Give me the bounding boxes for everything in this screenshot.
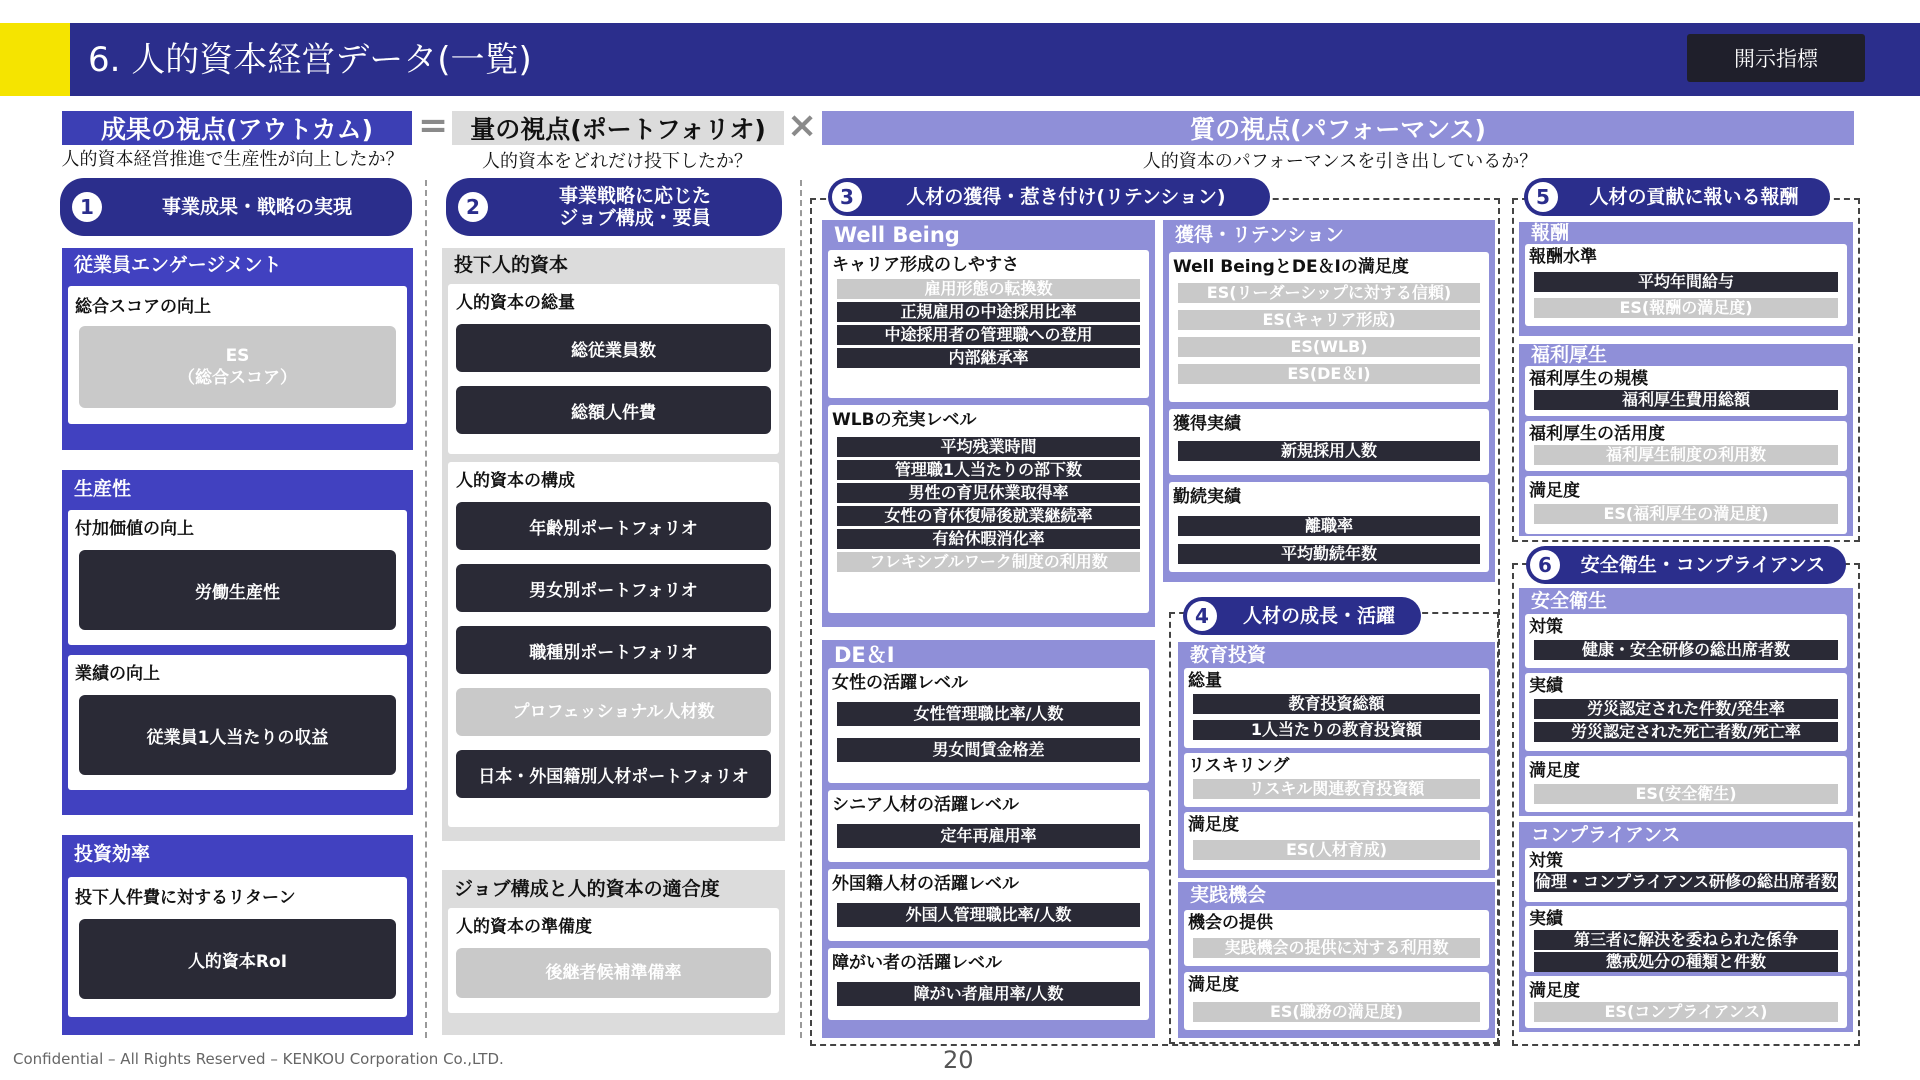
metric-bar: 平均勤続年数 <box>1178 544 1480 564</box>
section-number: 6 <box>1530 550 1560 580</box>
reward-panel <box>1519 222 1853 336</box>
card-label: Well BeingとDE＆Iの満足度 <box>1173 257 1409 277</box>
section-1-pill <box>60 178 412 236</box>
metric-bar: ES(人材育成) <box>1193 840 1480 860</box>
acquisition-panel <box>1163 220 1495 582</box>
panel-header: DE＆I <box>834 643 895 667</box>
section-3-pill <box>828 178 1270 216</box>
card-label: 福利厚生の活用度 <box>1529 424 1665 444</box>
accent-bar <box>0 23 70 96</box>
metric-bar: 平均年間給与 <box>1534 272 1838 292</box>
metric-bar: ES(DE＆I) <box>1178 364 1480 384</box>
card-label: 満足度 <box>1529 981 1580 1001</box>
card-label: 勤続実績 <box>1173 487 1241 507</box>
metric-bar: ES(安全衛生) <box>1534 784 1838 804</box>
education-panel <box>1178 642 1495 878</box>
panel-header: 投下人的資本 <box>454 254 569 276</box>
wellbeing-panel <box>822 220 1155 627</box>
panel-header: ジョブ構成と人的資本の適合度 <box>454 878 720 900</box>
metric-bar: 男女間賃金格差 <box>837 738 1140 762</box>
card-label: 対策 <box>1529 617 1563 637</box>
metric-box: 日本・外国籍別人材ポートフォリオ <box>456 750 771 798</box>
title-line: 事業戦略に応じた <box>558 185 711 207</box>
quality-header: 質の視点(パフォーマンス) <box>822 111 1854 145</box>
card-label: 報酬水準 <box>1529 247 1597 267</box>
section-title: 安全衛生・コンプライアンス <box>1580 554 1826 576</box>
card-label: キャリア形成のしやすさ <box>832 255 1019 275</box>
metric-box: プロフェッショナル人材数 <box>456 688 771 736</box>
panel-header: 獲得・リテンション <box>1175 224 1344 246</box>
metric-bar: 女性の育休復帰後就業継続率 <box>837 506 1140 526</box>
outcome-question: 人的資本経営推進で生産性が向上したか？ <box>61 149 404 170</box>
metric-bar: ES(福利厚生の満足度) <box>1534 504 1838 524</box>
metric-box: 男女別ポートフォリオ <box>456 564 771 612</box>
confidential-notice: Confidential – All Rights Reserved – KENKOU Corporation Co.,LTD. <box>13 1050 504 1068</box>
card-label: 業績の向上 <box>75 664 160 684</box>
metric-bar: 福利厚生制度の利用数 <box>1534 445 1838 465</box>
metric-bar: 懲戒処分の種類と件数 <box>1534 952 1838 972</box>
card-label: 外国籍人材の活躍レベル <box>832 874 1019 894</box>
quantity-header: 量の視点(ポートフォリオ) <box>452 111 784 145</box>
metric-bar: 正規雇用の中途採用比率 <box>837 302 1140 322</box>
metric-box: 後継者候補準備率 <box>456 948 771 998</box>
section-number: 1 <box>72 192 102 222</box>
metric-line: （総合スコア） <box>178 368 297 388</box>
metric-bar: ES(職務の満足度) <box>1193 1002 1480 1022</box>
section-number: 2 <box>458 192 488 222</box>
metric-box: 総従業員数 <box>456 324 771 372</box>
card-label: 満足度 <box>1529 481 1580 501</box>
outcome-header: 成果の視点(アウトカム) <box>62 111 412 145</box>
efficiency-panel <box>62 835 413 1035</box>
metric-bar: 福利厚生費用総額 <box>1534 390 1838 410</box>
metric-bar: ES(コンプライアンス) <box>1534 1002 1838 1022</box>
metric-box: 職種別ポートフォリオ <box>456 626 771 674</box>
equals-symbol: = <box>418 105 449 146</box>
fit-panel <box>442 870 785 1035</box>
panel-header: コンプライアンス <box>1531 824 1681 846</box>
section-2-pill <box>446 178 782 236</box>
metric-bar: 内部継承率 <box>837 348 1140 368</box>
metric-bar: 障がい者雇用率/人数 <box>837 982 1140 1006</box>
practice-panel <box>1178 882 1495 1038</box>
card-label: 付加価値の向上 <box>75 519 194 539</box>
card-label: 総合スコアの向上 <box>75 297 211 317</box>
times-symbol: × <box>787 105 818 146</box>
card-label: 満足度 <box>1188 815 1239 835</box>
panel-header: 投資効率 <box>74 843 151 865</box>
dei-panel <box>822 640 1155 1038</box>
metric-box: 総額人件費 <box>456 386 771 434</box>
metric-bar: 1人当たりの教育投資額 <box>1193 720 1480 740</box>
metric-box <box>79 326 396 408</box>
panel-header: 教育投資 <box>1190 644 1267 666</box>
metric-box: 従業員1人当たりの収益 <box>79 695 396 775</box>
card-label: リスキリング <box>1188 756 1290 776</box>
panel-header: 従業員エンゲージメント <box>74 254 282 276</box>
card-label: 福利厚生の規模 <box>1529 369 1648 389</box>
section-title: 人材の獲得・惹き付け(リテンション) <box>906 186 1226 208</box>
panel-header: 安全衛生 <box>1531 590 1608 612</box>
card-label: 実績 <box>1529 676 1563 696</box>
panel-header: Well Being <box>834 223 960 247</box>
metric-box: 労働生産性 <box>79 550 396 630</box>
panel-header: 報酬 <box>1531 222 1570 244</box>
card-label: 対策 <box>1529 851 1563 871</box>
section-5-pill <box>1524 178 1830 216</box>
metric-line: ES <box>225 346 250 366</box>
separator <box>800 180 802 1038</box>
metric-bar: ES(WLB) <box>1178 337 1480 357</box>
quality-question: 人的資本のパフォーマンスを引き出しているか？ <box>1142 151 1538 172</box>
card-label: 障がい者の活躍レベル <box>832 953 1002 973</box>
metric-bar: ES(報酬の満足度) <box>1534 298 1838 318</box>
metric-bar: 第三者に解決を委ねられた係争 <box>1534 930 1838 950</box>
invested-capital-panel <box>442 248 785 841</box>
metric-bar: 有給休暇消化率 <box>837 529 1140 549</box>
page-number: 20 <box>943 1046 974 1074</box>
card-label: シニア人材の活躍レベル <box>832 795 1019 815</box>
metric-bar: 新規採用人数 <box>1178 441 1480 461</box>
metric-bar: リスキル関連教育投資額 <box>1193 779 1480 799</box>
metric-bar: 外国人管理職比率/人数 <box>837 903 1140 927</box>
disclosure-button[interactable]: 開示指標 <box>1687 34 1865 82</box>
page-title: 6. 人的資本経営データ(一覧) <box>88 40 532 80</box>
safety-panel <box>1519 588 1853 816</box>
welfare-panel <box>1519 344 1853 536</box>
card-label: 満足度 <box>1529 761 1580 781</box>
metric-bar: 労災認定された死亡者数/死亡率 <box>1534 722 1838 742</box>
card-label: 人的資本の構成 <box>456 471 575 491</box>
card-label: 総量 <box>1188 671 1222 691</box>
card-label: WLBの充実レベル <box>832 410 977 430</box>
card-label: 獲得実績 <box>1173 414 1241 434</box>
section-4-pill <box>1183 597 1421 635</box>
panel-header: 実践機会 <box>1190 884 1267 906</box>
metric-bar: 女性管理職比率/人数 <box>837 702 1140 726</box>
metric-bar: 労災認定された件数/発生率 <box>1534 699 1838 719</box>
card-label: 実績 <box>1529 909 1563 929</box>
metric-box: 人的資本RoI <box>79 919 396 999</box>
metric-bar: 教育投資総額 <box>1193 694 1480 714</box>
metric-bar: 平均残業時間 <box>837 437 1140 457</box>
quantity-question: 人的資本をどれだけ投下したか？ <box>482 151 752 172</box>
card-label: 満足度 <box>1188 975 1239 995</box>
card-label: 投下人件費に対するリターン <box>75 888 296 908</box>
card-label: 人的資本の準備度 <box>456 917 592 937</box>
separator <box>425 180 427 1038</box>
metric-bar: 実践機会の提供に対する利用数 <box>1193 938 1480 958</box>
productivity-panel <box>62 470 413 815</box>
card-label: 女性の活躍レベル <box>832 673 968 693</box>
panel-header: 生産性 <box>74 478 132 500</box>
metric-bar: 離職率 <box>1178 516 1480 536</box>
section-title: 人材の貢献に報いる報酬 <box>1589 186 1799 208</box>
section-6-pill <box>1526 546 1846 584</box>
section-number: 5 <box>1528 182 1558 212</box>
engagement-panel <box>62 248 413 450</box>
section-number: 3 <box>832 182 862 212</box>
section-title <box>488 185 782 229</box>
metric-bar: ES(キャリア形成) <box>1178 310 1480 330</box>
compliance-panel <box>1519 822 1853 1032</box>
metric-bar: 管理職1人当たりの部下数 <box>837 460 1140 480</box>
card-label: 人的資本の総量 <box>456 293 575 313</box>
metric-bar: 雇用形態の転換数 <box>837 279 1140 299</box>
metric-bar: フレキシブルワーク制度の利用数 <box>837 552 1140 572</box>
section-title: 事業成果・戦略の実現 <box>161 196 352 218</box>
panel-header: 福利厚生 <box>1531 344 1608 366</box>
metric-bar: 男性の育児休業取得率 <box>837 483 1140 503</box>
metric-box: 年齢別ポートフォリオ <box>456 502 771 550</box>
metric-bar: ES(リーダーシップに対する信頼) <box>1178 283 1480 303</box>
metric-bar: 中途採用者の管理職への登用 <box>837 325 1140 345</box>
section-title: 人材の成長・活躍 <box>1242 605 1395 627</box>
card-label: 機会の提供 <box>1188 913 1273 933</box>
section-number: 4 <box>1187 601 1217 631</box>
metric-bar: 定年再雇用率 <box>837 824 1140 848</box>
metric-bar: 健康・安全研修の総出席者数 <box>1534 640 1838 660</box>
metric-bar: 倫理・コンプライアンス研修の総出席者数 <box>1535 872 1837 891</box>
title-line: ジョブ構成・要員 <box>559 207 711 229</box>
